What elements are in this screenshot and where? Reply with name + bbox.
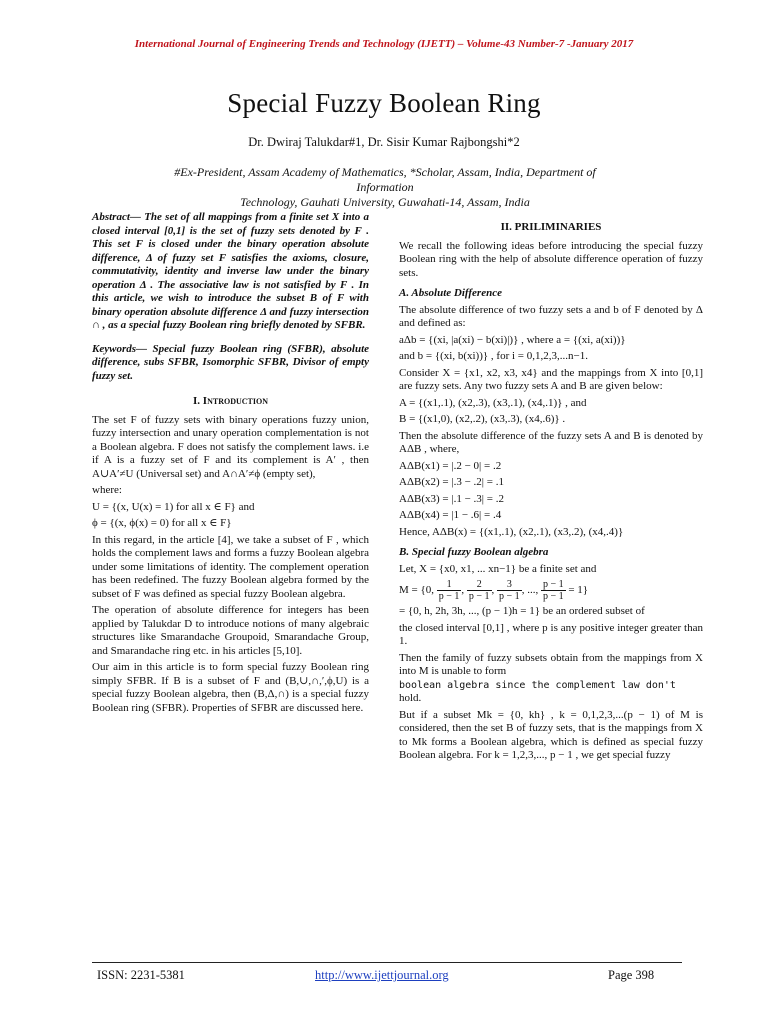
- equation-set-B: B = {(x1,0), (x2,.2), (x3,.3), (x4,.6)} .: [399, 413, 566, 425]
- journal-header: International Journal of Engineering Trends and Technology (IJETT) – Volume-43 Number-7 -January 2017: [134, 38, 634, 50]
- equation-set-M: M = {0, $\frac{1}{p - 1}$ , $\frac{2}{p - 1}$ , $\frac{3}{p - 1}$ , ..., $\frac{p - 1}{p - 1}$ = 1}: [399, 579, 589, 602]
- right-column: [399, 211, 703, 766]
- footer-issn: ISSN: 2231-5381: [97, 968, 185, 982]
- equation-empty-set: ϕ = {(x, ϕ(x) = 0) for all x ∈ F}: [92, 517, 232, 529]
- section-title: Introduction: [202, 395, 268, 407]
- equation-hence: Hence, AΔB(x) = {(x1,.1), (x2,.1), (x3,.2), (x4,.4)}: [399, 525, 624, 538]
- equation-b-definition: and b = {(xi, b(xi))} , for i = 0,1,2,3,...n−1.: [399, 350, 588, 362]
- section-heading-preliminaries: II. PRILIMINARIES: [500, 221, 602, 233]
- absdiff-paragraph-3: Then the absolute difference of the fuzzy sets A and B is denoted by AΔB , where,: [399, 429, 703, 455]
- fraction-3: $\frac{3}{p - 1}$: [499, 579, 520, 602]
- absdiff-paragraph-2: Consider X = {x1, x2, x3, x4} and the mappings from X into [0,1] are fuzzy sets. Any two fuzzy sets A and B are given below:: [399, 366, 703, 392]
- special-algebra-mono-line: boolean algebra since the complement law don't: [399, 679, 676, 691]
- left-column: [92, 211, 369, 718]
- special-algebra-paragraph-3: But if a subset Mk = {0, kh} , k = 0,1,2,3,...(p − 1) of M is considered, then the set B of fuzzy sets, that is the mappings from X to Mk forms a Boolean algebra, which is defined as special fuzzy Boolean algebra. For k = 1,2,3,..., p − 1 , we get special fuzzy: [399, 708, 703, 761]
- page-title: Special Fuzzy Boolean Ring: [227, 88, 541, 118]
- subsection-special-fuzzy-boolean-algebra: B. Special fuzzy Boolean algebra: [399, 546, 549, 558]
- abstract-text: The set of all mappings from a finite set X into a closed interval [0,1] is the set of fuzzy sets denoted by F . This set F is closed under the binary operation absolute difference, Δ of fuzzy set F satisfies the axioms, closure, commutativity, identity and inverse law under the binary operation Δ . The associative law is not satisfied by F . In this article, we wish to introduce the subset B of F with binary operation absolute difference Δ and fuzzy intersection ∩ , as a special fuzzy Boolean ring briefly denoted by SFBR.: [92, 211, 370, 331]
- set-M-prefix: M = {0,: [399, 584, 435, 597]
- fraction-4: $\frac{p - 1}{p - 1}$: [542, 579, 564, 602]
- equation-absdiff-definition: aΔb = {(xi, |a(xi) − b(xi)|)} , where a = {(xi, a(xi))}: [399, 333, 626, 346]
- section-heading-introduction: [92, 395, 369, 409]
- abstract: [92, 211, 369, 333]
- special-algebra-paragraph-1: the closed interval [0,1] , where p is any positive integer greater than 1.: [399, 621, 703, 647]
- intro-paragraph-4: Our aim in this article is to form special fuzzy Boolean ring simply SFBR. If B is a subset of F and (B,∪,∩,′,ϕ,U) is a special fuzzy Boolean algebra, then (B,Δ,∩) is a special fuzzy Boolean ring (SFBR). Properties of SFBR are discussed here.: [92, 661, 369, 714]
- keywords-text: Special fuzzy Boolean ring (SFBR), absolute difference, subs SFBR, Isomorphic SFBR, Divisor of empty fuzzy set.: [92, 342, 370, 382]
- equation-diff-x3: AΔB(x3) = |.1 − .3| = .2: [399, 492, 504, 505]
- let-statement: Let, X = {x0, x1, ... xn−1} be a finite set and: [399, 562, 597, 575]
- subsection-absolute-difference: A. Absolute Difference: [399, 287, 502, 299]
- special-algebra-paragraph-2: Then the family of fuzzy subsets obtain from the mappings from X into M is unable to form: [399, 651, 703, 677]
- absdiff-paragraph-1: The absolute difference of two fuzzy sets a and b of F denoted by Δ and defined as:: [399, 303, 703, 329]
- affiliation: [150, 165, 620, 210]
- equation-diff-x2: AΔB(x2) = |.3 − .2| = .1: [399, 476, 504, 488]
- equation-diff-x1: AΔB(x1) = |.2 − 0| = .2: [399, 459, 502, 472]
- intro-paragraph-1: The set F of fuzzy sets with binary operations fuzzy union, fuzzy intersection and unary operation complementation is not a Boolean algebra. F does not satisfy the complement laws. i.e if A is a fuzzy set of F and its complement is A′ , then A∪A′≠U (Universal set) and A∩A′≠ϕ (empty set),: [92, 413, 369, 480]
- special-algebra-hold: hold.: [399, 692, 422, 704]
- equation-ordered-subset: = {0, h, 2h, 3h, ..., (p − 1)h = 1} be an ordered subset of: [399, 605, 645, 617]
- intro-paragraph-2: In this regard, in the article [4], we take a subset of F , which holds the complement laws and forms a fuzzy Boolean algebra under some limitations of identity. The complement operation has been redefined. The fuzzy Boolean algebra formed by the subset of F was defined as special fuzzy Boolean algebra.: [92, 533, 369, 600]
- section-number: I.: [193, 395, 201, 407]
- footer-journal-link[interactable]: http://www.ijettjournal.org: [315, 968, 449, 982]
- keywords: [92, 343, 369, 384]
- footer-divider: [92, 962, 682, 963]
- equation-universal-set: U = {(x, U(x) = 1) for all x ∈ F} and: [92, 500, 255, 513]
- abstract-label: Abstract—: [92, 211, 141, 223]
- affiliation-line-1: #Ex-President, Assam Academy of Mathematics, *Scholar, Assam, India, Department of Information: [174, 165, 596, 194]
- footer-page-number: Page 398: [608, 968, 655, 982]
- fraction-2: $\frac{2}{p - 1}$: [468, 579, 490, 602]
- fraction-1: $\frac{1}{p - 1}$: [438, 579, 460, 602]
- authors: Dr. Dwiraj Talukdar#1, Dr. Sisir Kumar Rajbongshi*2: [248, 135, 520, 149]
- where-label: where:: [92, 484, 122, 496]
- set-M-suffix: = 1}: [568, 584, 589, 597]
- equation-set-A: A = {(x1,.1), (x2,.3), (x3,.1), (x4,.1)} , and: [399, 396, 587, 409]
- intro-paragraph-3: The operation of absolute difference for integers has been applied by Talukdar D to introduce notions of many algebraic structures like Smarandache Groupoid, Smarandache Group, and Smarandache ring etc. in his articles [5,10].: [92, 604, 369, 657]
- equation-diff-x4: AΔB(x4) = |1 − .6| = .4: [399, 509, 502, 521]
- prelim-paragraph: We recall the following ideas before introducing the special fuzzy Boolean ring with the help of absolute difference operation of fuzzy sets.: [399, 239, 703, 279]
- keywords-label: Keywords—: [92, 342, 147, 355]
- affiliation-line-2: Technology, Gauhati University, Guwahati-14, Assam, India: [240, 195, 530, 209]
